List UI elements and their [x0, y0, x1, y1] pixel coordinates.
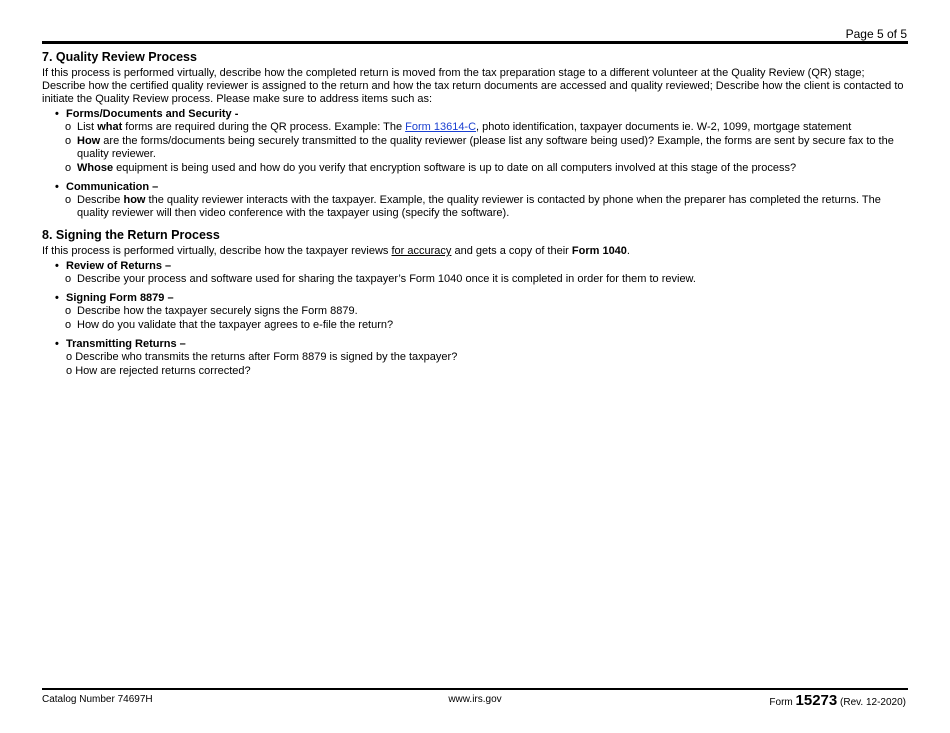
section-7-bullets: [42, 108, 904, 220]
sub-item-whose-equipment: [66, 162, 904, 175]
signing-8879-subitems: [66, 305, 904, 332]
section-7-intro: If this process is performed virtually, describe how the completed return is moved from the tax preparation stage to a different volunteer at the Quality Review (QR) stage; Describe how the certified quality reviewer is assigned to the return and how the tax return documents are accessed and quality reviewed; Describe how the client is contacted to initiate the Quality Review process. Please make sure to address items such as:: [42, 67, 904, 105]
form-revision: (Rev. 12-2020): [840, 697, 906, 708]
underlined-term: for accuracy: [391, 245, 452, 257]
transmitting-subitems: [66, 351, 904, 378]
transmitting-heading: • Transmitting Returns –: [66, 338, 186, 350]
section-8-title: 8. Signing the Return Process: [42, 228, 220, 242]
bottom-divider: [42, 688, 908, 690]
page-footer: [42, 692, 908, 708]
top-divider: [42, 41, 908, 44]
catalog-number: Catalog Number 74697H: [42, 694, 153, 705]
form-13614c-link[interactable]: Form 13614-C: [405, 121, 477, 133]
text-fragment: the quality reviewer interacts with the taxpayer. Example, the quality reviewer is contacted by phone when the preparer has completed the returns. The quality reviewer will then video conference with the taxpayer using (specify the software).: [77, 194, 881, 219]
forms-security-subitems: [66, 121, 904, 175]
text-fragment: If this process is performed virtually, describe how the taxpayer reviews: [42, 245, 392, 257]
sub-item-who-transmits: o Describe who transmits the returns after Form 8879 is signed by the taxpayer?: [66, 351, 904, 364]
bullet-review-returns: [42, 260, 904, 286]
text-fragment: , photo identification, taxpayer documents ie. W-2, 1099, mortgage statement: [476, 121, 852, 133]
bold-term: Form 1040: [571, 245, 627, 257]
text-fragment: forms are required during the QR process. Example: The: [122, 121, 406, 133]
signing-8879-heading: • Signing Form 8879 –: [66, 292, 174, 304]
section-7-title: 7. Quality Review Process: [42, 50, 197, 64]
text-fragment: Describe: [77, 194, 124, 206]
forms-security-heading: • Forms/Documents and Security -: [66, 108, 239, 120]
document-body: [42, 50, 904, 384]
bullet-signing-8879: [42, 292, 904, 332]
section-8-intro: [42, 245, 904, 258]
sub-item-rejected-returns: o How are rejected returns corrected?: [66, 365, 904, 378]
text-fragment: List: [77, 121, 98, 133]
text-fragment: equipment is being used and how do you verify that encryption software is up to date on all computers involved at this stage of the process?: [113, 162, 797, 174]
bold-term: Whose: [77, 162, 114, 174]
page-number: Page 5 of 5: [845, 27, 907, 41]
sub-item-secure-sign: o Describe how the taxpayer securely signs the Form 8879.: [66, 305, 904, 318]
sub-item-what-forms: [66, 121, 904, 134]
sub-item-describe-sharing: o Describe your process and software used for sharing the taxpayer’s Form 1040 once it is completed in order for them to review.: [66, 273, 904, 286]
text-fragment: are the forms/documents being securely transmitted to the quality reviewer (please list any software being used)? Example, the forms are sent by secure fax to the quality reviewer.: [77, 135, 894, 160]
review-returns-heading: • Review of Returns –: [66, 260, 172, 272]
sub-item-how-transmitted: [66, 135, 904, 161]
sub-item-validate-efile: o How do you validate that the taxpayer agrees to e-file the return?: [66, 319, 904, 332]
form-number: 15273: [795, 692, 838, 709]
section-signing-return: [42, 228, 904, 378]
text-fragment: .: [626, 245, 630, 257]
form-label: Form: [769, 697, 793, 708]
sub-item-describe-how: [66, 194, 904, 220]
bold-term: How: [77, 135, 101, 147]
form-identifier: [769, 692, 906, 709]
bullet-transmitting: [42, 338, 904, 378]
bold-term: how: [123, 194, 146, 206]
section-quality-review: [42, 50, 904, 220]
website-url: www.irs.gov: [448, 694, 502, 705]
communication-heading: • Communication –: [66, 181, 159, 193]
bold-term: what: [97, 121, 123, 133]
review-returns-subitems: [66, 273, 904, 286]
section-8-bullets: [42, 260, 904, 378]
bullet-communication: [42, 181, 904, 220]
text-fragment: and gets a copy of their: [451, 245, 572, 257]
communication-subitems: [66, 194, 904, 220]
bullet-forms-security: [42, 108, 904, 175]
